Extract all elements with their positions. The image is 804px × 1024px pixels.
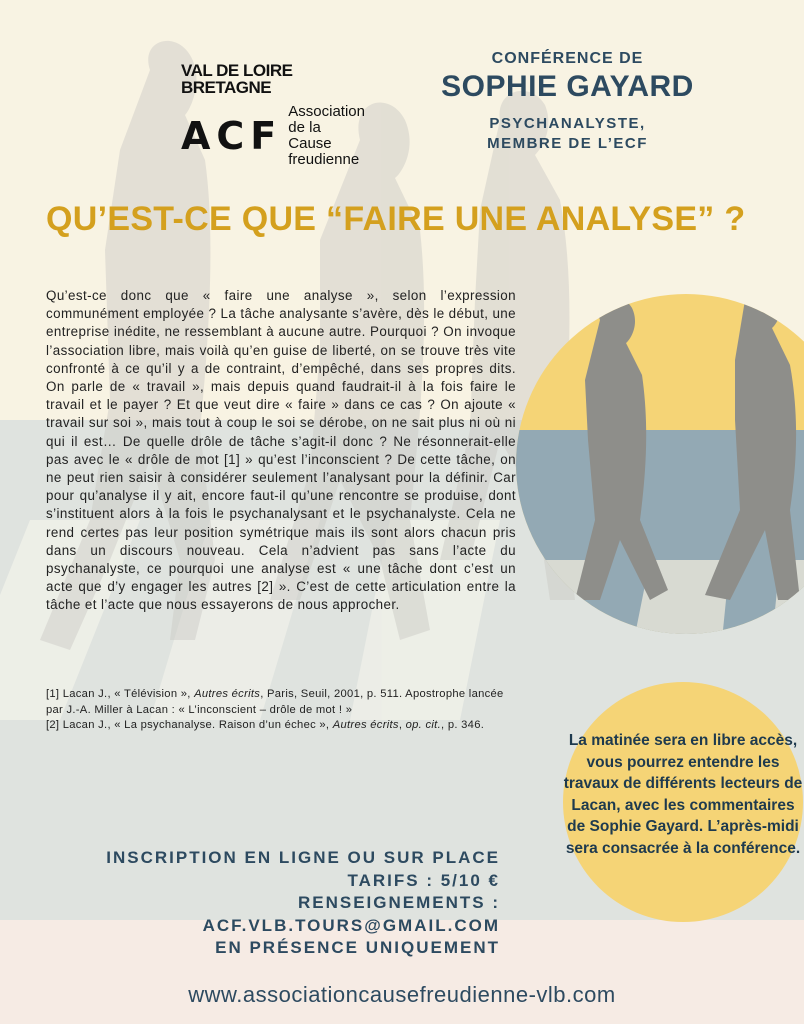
contact-email[interactable]: ACF.VLB.TOURS@GMAIL.COM	[202, 915, 500, 935]
speaker-role-line2: MEMBRE DE L’ECF	[487, 135, 648, 152]
info-line5: EN PRÉSENCE UNIQUEMENT	[215, 938, 500, 957]
acf-text-line3: freudienne	[288, 151, 360, 168]
speaker-name: SOPHIE GAYARD	[441, 70, 694, 103]
region-line1: VAL DE LOIRE	[181, 61, 293, 80]
footnote-2: [2] Lacan J., « La psychanalyse. Raison d’un échec », Autres écrits, op. cit., p. 346.	[46, 719, 485, 731]
page-title: QU’EST-CE QUE “FAIRE UNE ANALYSE” ?	[46, 200, 746, 238]
acf-text-line2: de la Cause	[288, 119, 332, 152]
info-line3: RENSEIGNEMENTS :	[297, 893, 500, 912]
organization-logo	[181, 61, 365, 168]
acf-full-name	[288, 104, 365, 168]
registration-info	[100, 847, 500, 960]
info-line2: TARIFS : 5/10 €	[347, 870, 500, 890]
acf-letters: ACF	[181, 114, 283, 158]
footnote-1: [1] Lacan J., « Télévision », Autres écrits, Paris, Seuil, 2001, p. 511. Apostrophe lancée par J.-A. Miller à Lacan : « L’inconscient – drôle de mot ! »	[46, 688, 504, 716]
speaker-role	[440, 114, 695, 154]
website-link[interactable]: www.associationcausefreudienne-vlb.com	[188, 982, 616, 1007]
acf-logo	[181, 103, 365, 168]
body-paragraph: Qu’est-ce donc que « faire une analyse », selon l’expression communément employée ? La tâche analysante s’avère, dès le début, une entreprise inédite, ne ressemblant à aucune autre. Pourquoi ? On invoque l’association libre, mais voilà qu’en guise de liberté, on se trouve très vite confronté à ce qu’il y a de contraint, d’empêché, dans ses propres dits. On parle de « travail », mais depuis quand faudrait-il à la fois faire le travail et le payer ? Et que veut dire « faire » dans ce cas ? On ajoute « travail sur soi », mais tout à coup le soi se dérobe, on ne sait plus ni où ni qui il est… De quelle drôle de tâche s’agit-il donc ? Ne résonnerait-elle pas avec le « drôle de mot [1] » qu’est l’inconscient ? De cette tâche, on ne peut rien saisir à considérer seulement l’analysant pour la définir. Car pour qu’analyse il y ait, encore faut-il qu’une rencontre se produise, dont s’instituent alors à la fois le psychanalysant et le psychanalyste. Cela ne rend certes pas leur position symétrique mais ils sont alors chacun pris dans un discours nouveau. Cela n’advient pas sans l’acte du psychanalyste, ce pourquoi une analyse est « une tâche dont c’est un acte que d’y engager les autres [2] ». C’est de cette articulation entre la tâche et l’acte que nous essayerons de nous approcher.	[46, 288, 516, 613]
program-description: La matinée sera en libre accès, vous pourrez entendre les travaux de différents lecteurs de Lacan, avec les commentaires de Sophie Gayard. L’après-midi sera consacrée à la conférence.	[563, 732, 803, 857]
conference-kicker: CONFÉRENCE DE	[491, 50, 644, 67]
info-line1: INSCRIPTION EN LIGNE OU SUR PLACE	[106, 848, 500, 867]
region-line2: BRETAGNE	[181, 78, 272, 97]
conference-header	[440, 50, 695, 154]
speaker-role-line1: PSYCHANALYSTE,	[489, 115, 646, 132]
footnotes	[46, 687, 516, 734]
acf-text-line1: Association	[288, 103, 365, 120]
